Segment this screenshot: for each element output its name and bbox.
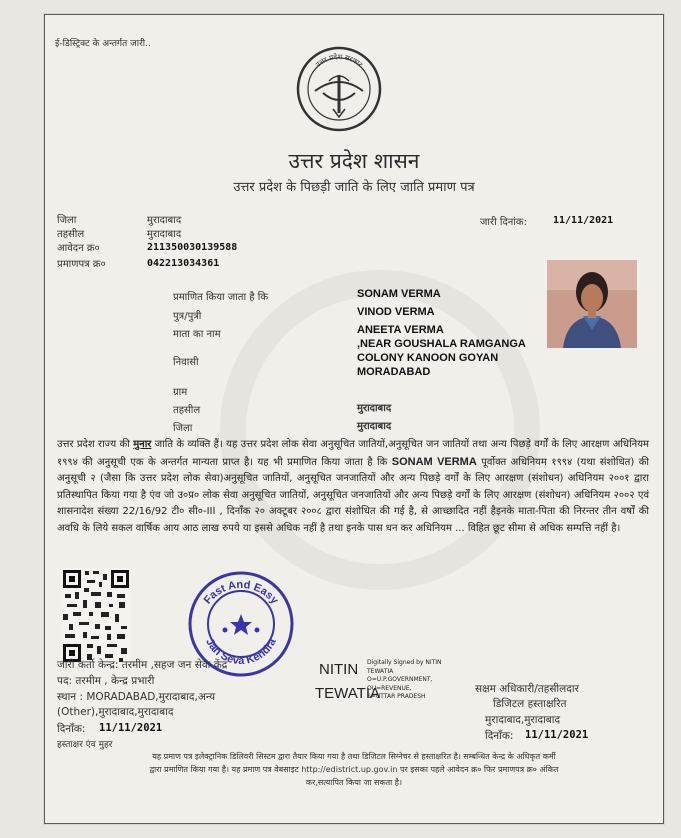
meta-label-tehsil: तहसील — [57, 229, 85, 240]
issuer-place-1: स्थान : MORADABAD,मुरादाबाद,अन्य — [57, 691, 216, 703]
issuer-date: 11/11/2021 — [99, 722, 163, 734]
certificate-page — [44, 14, 664, 824]
body-text-2: जाति के व्यक्ति हैं। यह उत्तर प्रदेश लोक सेवा अनुसूचित जातियों,अनुसूचित जन जातियों तथा अन्य पिछड़े वर्गों के लिए आरक्षण अधिनियम १९९४ की अनुसूची एक के अन्तर्गत मान्यता प्राप्त है। यह भी प्रमाणित किया जाता है कि — [57, 439, 649, 468]
signer-name-1: NITIN — [319, 661, 359, 678]
header-note: ई-डिस्ट्रिक्ट के अन्तर्गत जारी.. — [55, 39, 151, 49]
sig-detail-1: Digitally Signed by NITIN — [367, 659, 442, 666]
tehsil-value: मुरादाबाद — [357, 403, 392, 414]
sig-detail-3: O=U.P.GOVERNMENT, — [367, 676, 433, 683]
issuer-place-2: (Other),मुरादाबाद,मुरादाबाद — [57, 706, 174, 718]
meta-label-application: आवेदन क्र० — [57, 243, 100, 254]
district-value: मुरादाबाद — [357, 421, 392, 432]
application-number: 211350030139588 — [147, 242, 238, 253]
authority-date-label: दिनाँक: — [485, 730, 514, 742]
village-label: ग्राम — [173, 387, 188, 398]
footer-line-1: यह प्रमाण पत्र इलेक्ट्रानिक डिलिवरी सिस्टम द्वारा तैयार किया गया है तथा डिजिटल सिग्नेचर से हस्ताक्षरित है। सम्बन्धित केन्द्र के अधिकृत कर्मी — [152, 752, 556, 761]
resident-label: निवासी — [173, 357, 199, 368]
sig-detail-4: OU=REVENUE, — [367, 684, 412, 692]
issue-date-label: जारी दिनांक: — [480, 217, 527, 228]
sig-detail-5: S=UTTAR PRADESH — [367, 693, 426, 700]
qr-code — [61, 568, 131, 664]
authority-title: सक्षम अधिकारी/तहसीलदार — [475, 683, 579, 695]
signature-seal-label: हस्ताक्षर एंव मुहर — [57, 740, 113, 750]
authority-place: मुरादाबाद,मुरादाबाद — [485, 714, 561, 726]
body-text-3: पूर्वोक्त अधिनियम १९९४ (यथा संशोधित) की अनुसूची २ (जैसा कि उत्तर प्रदेश लोक सेवा)अनुसूचित जातियों, अनुसूचित जनजातियों और अन्य पिछड़े वर्गों के लिए आरक्षण (संशोधन) अधिनियम २००१ द्वारा प्रतिस्थापित किया गया है एंव जो उ०प्र० लोक सेवा अनुसूचित जातियों, अनुसूचित जनजातियों और अन्य पिछड़े वर्गों के लिए आरक्षण (संशोधन) अधिनियम २००२ एवं शासनादेश संख्या 22/16/92 टी० सी०-III , दिनाँक २० अक्टूबर २००८ द्वारा संशोधित की गई है, से आच्छादित नहीं हैइनके माता-पिता की निरन्तर तीन वर्षों की अवधि के लिये सकल वार्षिक आय आठ लाख रुपये या इससे अधिक नहीं है तथा इनके पास धन कर अधिनियम ... विहित छूट सीमा से अधिक सम्पत्ति नहीं है। — [57, 456, 649, 534]
issue-date: 11/11/2021 — [553, 215, 614, 226]
body-applicant-name: SONAM VERMA — [391, 455, 477, 468]
verification-footer — [57, 750, 651, 789]
child-label: पुत्र/पुत्री — [173, 311, 202, 322]
certificate-number: 042213034361 — [147, 258, 220, 269]
meta-label-district: जिला — [57, 215, 77, 226]
sig-detail-2: TEWATIA — [367, 667, 394, 675]
certificate-title: उत्तर प्रदेश शासन — [288, 149, 420, 173]
mother-name: ANEETA VERMA — [357, 324, 444, 336]
certificate-subtitle: उत्तर प्रदेश के पिछड़ी जाति के लिए जाति प्रमाण पत्र — [233, 180, 475, 195]
district-label: जिला — [173, 423, 193, 434]
up-government-emblem — [295, 45, 383, 133]
svg-text:Jan Seva Kendra: Jan Seva Kendra — [203, 636, 279, 668]
mother-label: माता का नाम — [173, 329, 221, 340]
meta-value-district: मुरादाबाद — [147, 215, 182, 226]
applicant-name: SONAM VERMA — [357, 288, 441, 300]
address-line-1: ,NEAR GOUSHALA RAMGANGA — [357, 338, 526, 350]
caste-name: मुनार — [133, 439, 152, 450]
svg-text:उत्तर प्रदेश सरकार: उत्तर प्रदेश सरकार — [314, 52, 364, 69]
footer-line-3: कर,सत्यापित किया जा सकता है। — [305, 778, 403, 787]
meta-label-certificate: प्रमाणपत्र क्र० — [57, 259, 106, 270]
authority-date: 11/11/2021 — [525, 729, 589, 741]
body-text-1: उत्तर प्रदेश राज्य की — [57, 439, 134, 450]
meta-value-tehsil: मुरादाबाद — [147, 229, 182, 240]
applicant-photo — [547, 260, 637, 348]
father-name: VINOD VERMA — [357, 306, 435, 318]
address-line-3: MORADABAD — [357, 366, 431, 378]
issuer-post: पद: तरमीम , केन्द्र प्रभारी — [57, 675, 155, 687]
svg-text:Fast And Easy: Fast And Easy — [201, 578, 281, 607]
certificate-body — [57, 437, 649, 537]
signer-name-2: TEWATIA — [315, 685, 380, 702]
issuer-date-label: दिनाँक: — [57, 723, 86, 735]
certify-label: प्रमाणित किया जाता है कि — [173, 292, 269, 303]
issuer-center: जारी कर्ता केन्द्र: तरमीम ,सहज जन सेवा केंद्र — [57, 659, 228, 671]
authority-digital: डिजिटल हस्ताक्षरित — [493, 698, 567, 710]
tehsil-label: तहसील — [173, 405, 201, 416]
address-line-2: COLONY KANOON GOYAN — [357, 352, 499, 364]
footer-line-2: द्वारा प्रमाणित किया गया है। यह प्रमाण पत्र वेबसाइट http://edistrict.up.gov.in पर इसका पहले आवेदन क्र० फिर प्रमाणपत्र क्र० अंकित — [149, 765, 559, 774]
